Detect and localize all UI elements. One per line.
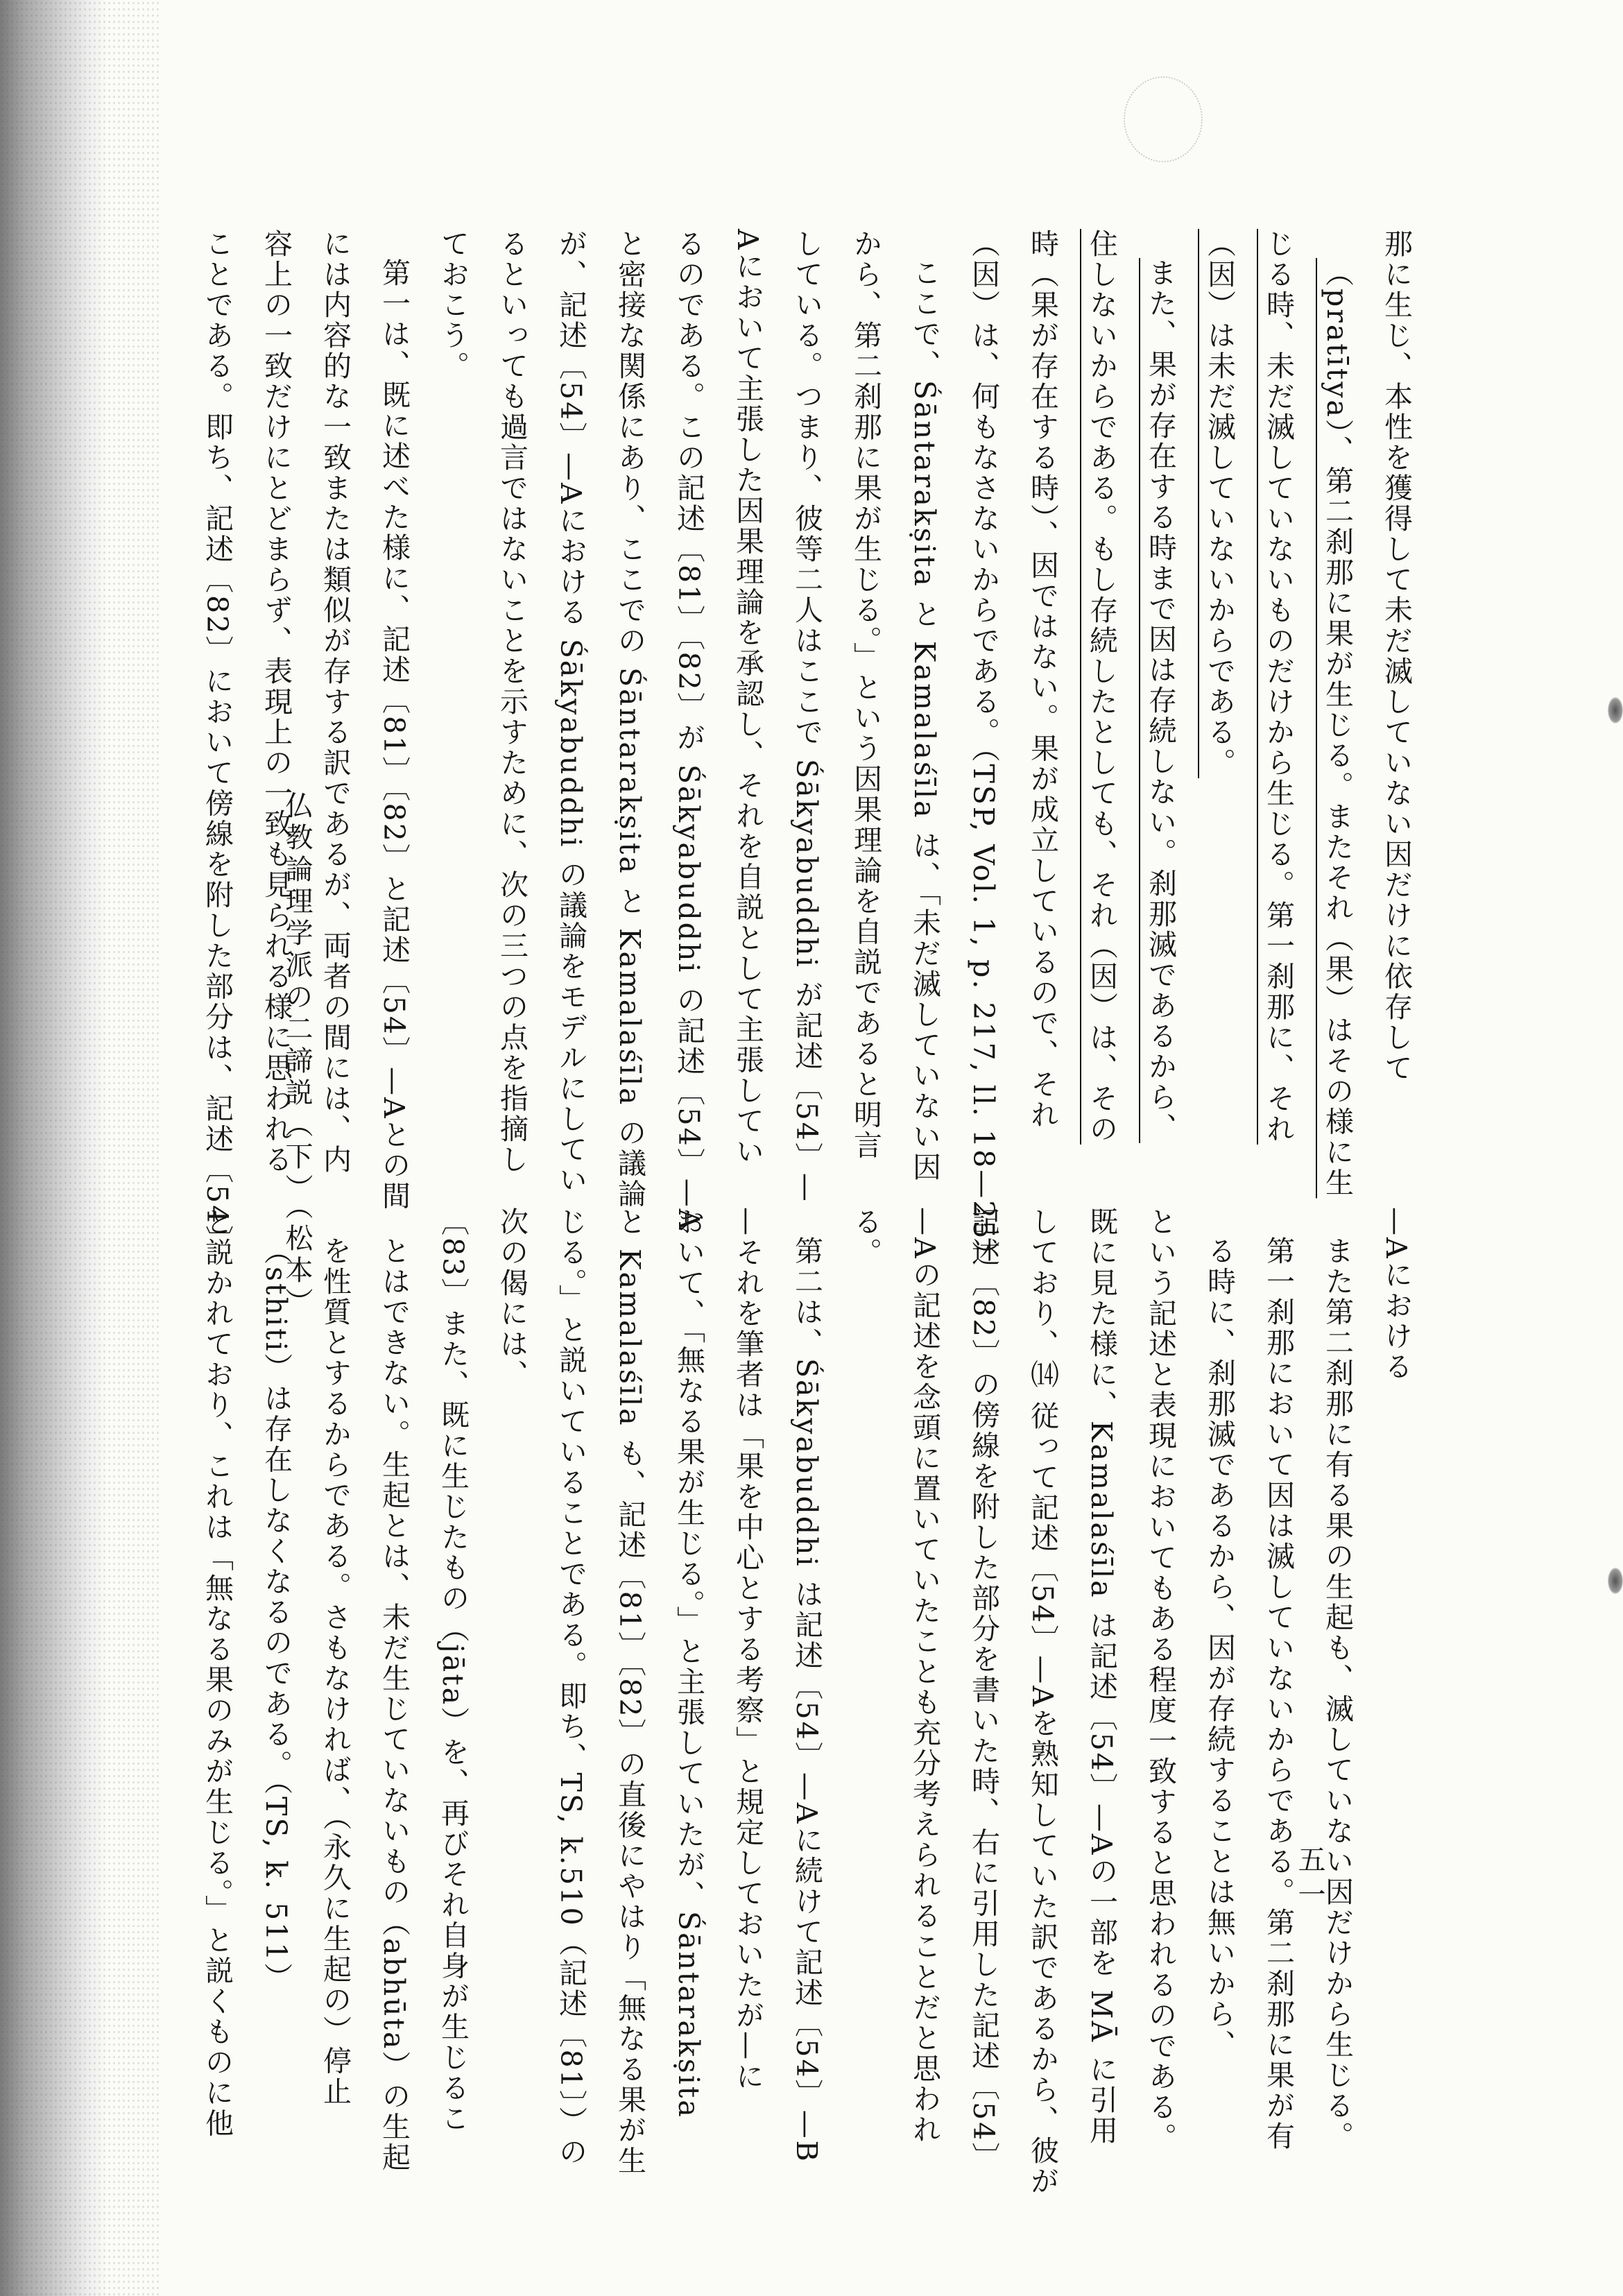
text-column: 時（果が存在する時）、因ではない。果が成立しているので、それ (1026, 229, 1059, 1131)
text-column: また第二刹那に有る果の生起も、滅していない因だけから生じる。 (1321, 1236, 1354, 2152)
text-column: 第一は、既に述べた様に、記述〔81〕〔82〕と記述〔54〕—Aとの間 (377, 258, 411, 1212)
text-column: 那に生じ、本性を獲得して未だ滅していない因だけに依存して (1380, 229, 1413, 1083)
text-column: るといっても過言ではないことを示すために、次の三つの点を指摘し (495, 229, 529, 1175)
text-column: る時に、刹那滅であるから、因が存続することは無いから、 (1203, 1236, 1236, 2060)
text-column: 住しないからである。もし存続したとしても、それ（因）は、その (1085, 229, 1118, 1145)
running-header: 仏教論理学派の二諦説（下）（松本） (281, 791, 313, 1319)
text-column: （因）は、何もなさないからである。（TSP, Vol. 1, p. 217, ll. 18—25） (967, 229, 1000, 1271)
scan-noise (0, 0, 160, 2296)
page-number: 五一 (1294, 1845, 1325, 1914)
text-column: から、第二刹那に果が生じる。」という因果理論を自説であると明言 (849, 229, 882, 1161)
text-column: ここで、Śāntarakṣita と Kamalaśīla は、「未だ滅していない因 (908, 258, 941, 1183)
text-column: （pratītya）、第二刹那に果が生じる。またそれ（果）はその様に生 (1321, 258, 1354, 1199)
text-column: る。 (849, 1207, 882, 1268)
text-column: じる。」と説いていることである。即ち、TS, k.510（記述〔81〕）の (554, 1207, 587, 2168)
text-column: ことである。即ち、記述〔82〕において傍線を附した部分は、記述〔54〕 (200, 229, 234, 1256)
text-column: じる時、未だ滅していないものだけから生じる。第一刹那に、それ (1262, 229, 1295, 1145)
text-column: 記述〔82〕の傍線を附した部分を書いた時、右に引用した記述〔54〕 (967, 1207, 1000, 2173)
text-column: と Kamalaśīla も、記述〔81〕〔82〕の直後にやはり「無なる果が生 (613, 1207, 646, 2177)
text-column: 既に見た様に、Kamalaśīla は記述〔54〕—Aの一部を MĀ に引用 (1085, 1207, 1118, 2147)
text-column: しており、⒁ 従って記述〔54〕—Aを熟知していた訳であるから、彼が (1026, 1207, 1059, 2197)
text-column: るのである。この記述〔81〕〔82〕が Śākyabuddhi の記述〔54〕—A (672, 229, 705, 1232)
text-column: —Aにおける (1380, 1207, 1413, 1382)
text-column: を性質とするからである。さもなければ、（永久に生起の）停止 (318, 1236, 352, 2107)
text-column: —それを筆者は「果を中心とする考察」と規定しておいたが—に (731, 1207, 764, 2092)
lower-text-block (200, 1207, 1425, 2197)
text-column: という記述と表現においてもある程度一致すると思われるのである。 (1144, 1207, 1177, 2153)
text-column: ておこう。 (436, 229, 470, 382)
text-column: また、果が存在する時まで因は存続しない。刹那滅であるから、 (1144, 258, 1177, 1143)
text-column: 次の偈には、 (495, 1207, 529, 1390)
text-column: と説かれており、これは「無なる果のみが生じる。」と説くものに他 (200, 1207, 234, 2139)
text-column: している。つまり、彼等二人はここで Śākyabuddhi が記述〔54〕— (790, 229, 823, 1203)
text-column: とはできない。生起とは、未だ生じていないもの（abhūta）の生起 (377, 1236, 411, 2173)
text-column: Aにおいて主張した因果理論を承認し、それを自説として主張してい (731, 229, 764, 1167)
text-column: と密接な関係にあり、ここでの Śāntarakṣita と Kamalaśīla の議論 (613, 229, 646, 1210)
paper-stain (1124, 76, 1203, 162)
text-column: （sthiti）は存在しなくなるのである。（TS, k. 511） (259, 1236, 293, 1994)
binding-hole-upper (1608, 697, 1623, 723)
text-column: 〔83〕また、既に生じたもの（jāta）を、再びそれ自身が生じるこ (436, 1207, 470, 2134)
text-column: 容上の一致だけにとどまらず、表現上の一致も見られる様に思われる (259, 229, 293, 1175)
text-column: 第二は、Śākyabuddhi は記述〔54〕—Aに続けて記述〔54〕—B (790, 1236, 823, 2164)
text-column: おいて、「無なる果が生じる。」と主張していたが、Śāntarakṣita (672, 1207, 705, 2119)
binding-hole-lower (1608, 1568, 1623, 1594)
text-column: 第一刹那において因は滅していないからである。第二刹那に果が有 (1262, 1236, 1295, 2152)
text-column: には内容的な一致または類似が存する訳であるが、両者の間には、内 (318, 229, 352, 1175)
text-column: が、記述〔54〕—Aにおける Śākyabuddhi の議論をモデルにしてい (554, 229, 587, 1196)
text-column: （因）は未だ滅していないからである。 (1203, 229, 1236, 778)
text-column: —Aの記述を念頭に置いていたことも充分考えられることだと思われ (908, 1207, 941, 2145)
